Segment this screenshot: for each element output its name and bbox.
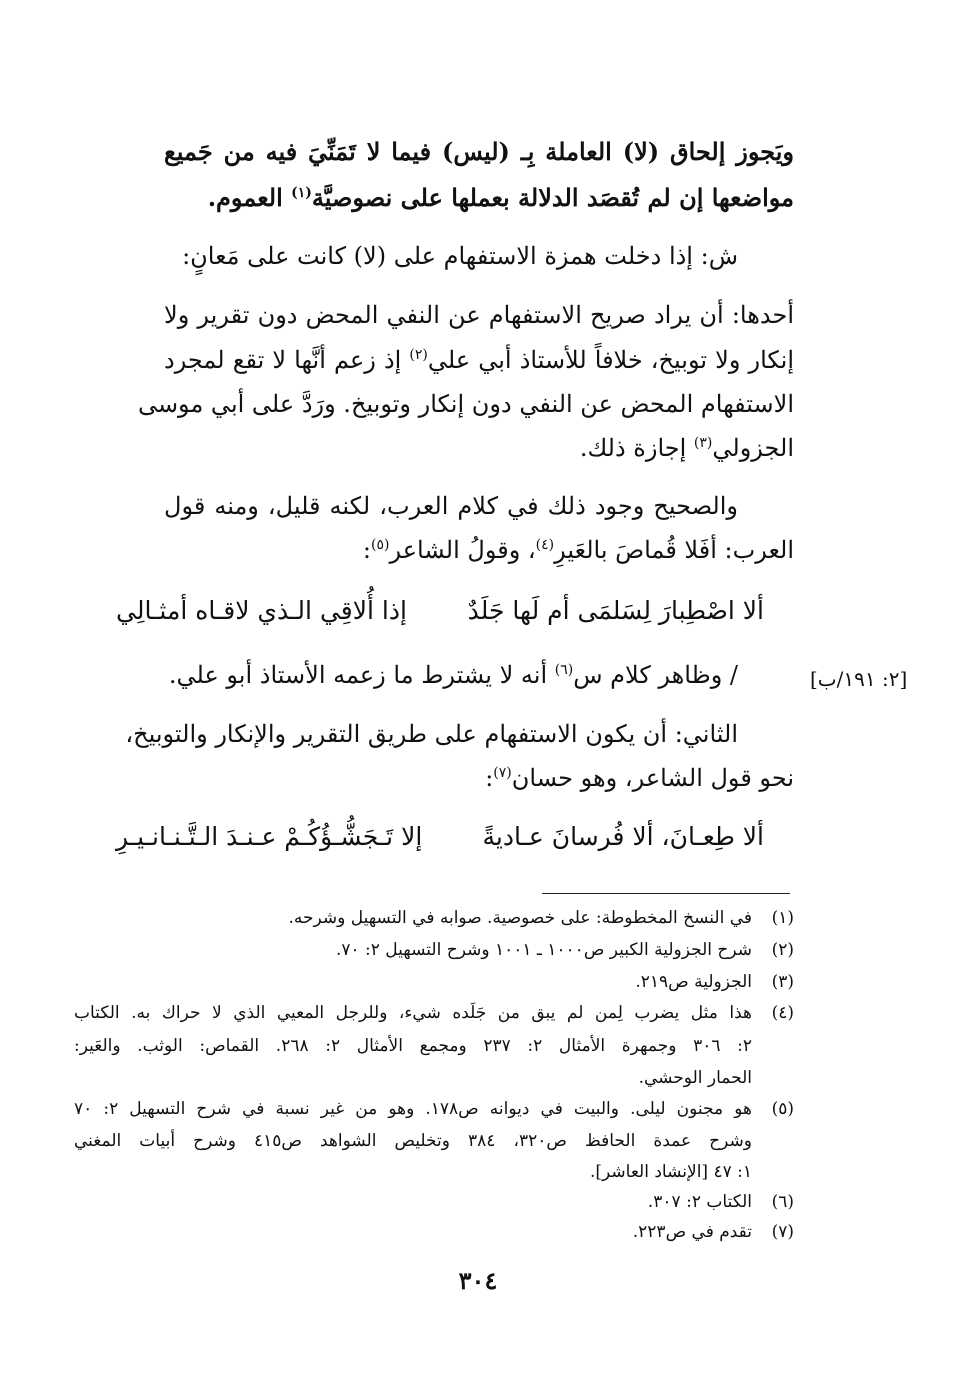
body-text: إنكار ولا توبيخ، خلافاً للأستاذ أبي علي <box>427 346 795 374</box>
body-text: الثاني: أن يكون الاستفهام على طريق التقرير والإنكار والتوبيخ، <box>125 720 738 748</box>
body-text: إذ زعم أنَّها لا تقع لمجرد <box>164 346 410 374</box>
body-text: الجزولي <box>712 434 794 462</box>
body-text: العموم. <box>207 183 292 212</box>
footnote-number: (٤) <box>771 1003 794 1023</box>
body-text: ش: إذا دخلت همزة الاستفهام على (لا) كانت على مَعانٍ: <box>182 242 738 270</box>
footnote-text: الحمار الوحشي. <box>638 1068 752 1088</box>
footnote-text: وشرح عمدة الحافظ ص٣٢٠، ٣٨٤ وتخليص الشواهد ص٤١٥ وشرح أبيات المغني <box>74 1131 752 1151</box>
footnote-text: شرح الجزولية الكبير ص١٠٠٠ ـ ١٠٠١ وشرح التسهيل ٢: ٧٠. <box>335 940 752 960</box>
body-text: إجازة ذلك. <box>579 434 694 462</box>
footnote-number: (٧) <box>771 1222 794 1242</box>
footnote-number: (٣) <box>771 972 794 992</box>
body-text: العرب: أفَلا قُماصَ بالعَيرِ <box>554 536 794 564</box>
body-text: نحو قول الشاعر، وهو حسان <box>511 764 794 792</box>
body-line <box>164 538 794 562</box>
footnote-text: هذا مثل يضرب لِمن لم يبق من جَلَده شيء، وللرجل المعيي الذي لا حراك به. الكتاب <box>74 1003 752 1023</box>
body-text: : <box>485 764 494 792</box>
body-line <box>164 663 738 687</box>
footnote-ref: (٧) <box>493 765 512 781</box>
footnote-ref: (١) <box>291 185 312 201</box>
body-text: أحدها: أن يراد صريح الاستفهام عن النفي المحض دون تقرير ولا <box>164 301 794 329</box>
verse-hemistich-second: إلا تَـجَشُّـؤُكُـمْ عـنـدَ الـتَّـنـانـيـرِ <box>116 822 423 851</box>
body-line <box>182 242 738 270</box>
body-text: أنه لا يشترط ما زعمه الأستاذ أبو علي. <box>168 661 555 689</box>
body-line <box>164 348 794 372</box>
footnote-text: في النسخ المخطوطة: على خصوصية. صوابه في التسهيل وشرحه. <box>288 908 752 928</box>
page-number: ٣٠٤ <box>458 1266 498 1295</box>
footnote-text: تقدم في ص٢٢٣. <box>632 1222 752 1242</box>
body-text: / وظاهر كلام س <box>573 661 738 689</box>
footnote-separator <box>542 893 790 894</box>
body-line <box>164 436 794 460</box>
footnote-number: (٥) <box>771 1099 794 1119</box>
footnote-number: (٦) <box>771 1192 794 1212</box>
body-line <box>137 390 794 418</box>
footnote-number: (٢) <box>771 940 794 960</box>
body-line <box>164 766 794 790</box>
footnote-ref: (٢) <box>409 347 428 363</box>
body-text: ويَجوز إلحاق (لا) العاملة بِـ (ليس) فيما لا تَمَنِّيَ فيه من جَميع <box>164 137 794 166</box>
footnote-text: ١: ٤٧ [الإنشاد العاشر]. <box>590 1162 752 1182</box>
body-line <box>164 137 794 166</box>
footnote-ref: (٣) <box>693 435 713 451</box>
footnote-text: هو مجنون ليلى. والبيت في ديوانه ص١٧٨. وهو من غير نسبة في شرح التسهيل ٢: ٧٠ <box>74 1099 752 1119</box>
verse-hemistich-first: ألا اصْطِبارَ لِسَلمَى أم لَها جَلَدٌ <box>467 596 764 625</box>
footnote-number: (١) <box>771 908 794 928</box>
footnote-text: الكتاب ٢: ٣٠٧. <box>647 1192 752 1212</box>
body-text: مواضعها إن لم تُقصَد الدلالة بعملها على نصوصيَّة <box>311 183 794 212</box>
manuscript-folio-note: [٢: ١٩١/ب] <box>810 667 908 691</box>
body-line <box>164 303 794 327</box>
body-text: ، وقولُ الشاعر <box>389 536 536 564</box>
body-text: الاستفهام المحض عن النفي دون إنكار وتوبيخ. ورَدَّ على أبي موسى <box>137 390 794 418</box>
body-line <box>125 720 738 748</box>
body-text: : <box>362 536 372 564</box>
footnote-ref: (٥) <box>371 537 390 553</box>
footnote-ref: (٤) <box>535 537 555 553</box>
footnote-text: الجزولية ص٢١٩. <box>635 972 752 992</box>
body-line <box>164 494 738 518</box>
body-line <box>164 183 794 212</box>
footnote-text: ٢: ٣٠٦ وجمهرة الأمثال ٢: ٢٣٧ ومجمع الأمثال ٢: ٢٦٨. القماص: الوثب. والعَير: <box>74 1036 752 1056</box>
body-text: والصحيح وجود ذلك في كلام العرب، لكنه قليل، ومنه قول <box>164 492 738 520</box>
verse-hemistich-second: إذا أُلاقِي الـذي لاقـاه أمثـالِي <box>116 596 407 625</box>
footnote-ref: (٦) <box>554 662 574 678</box>
verse-hemistich-first: ألا طِعـانَ، ألا فُرسانَ عـاديةً <box>482 822 764 851</box>
